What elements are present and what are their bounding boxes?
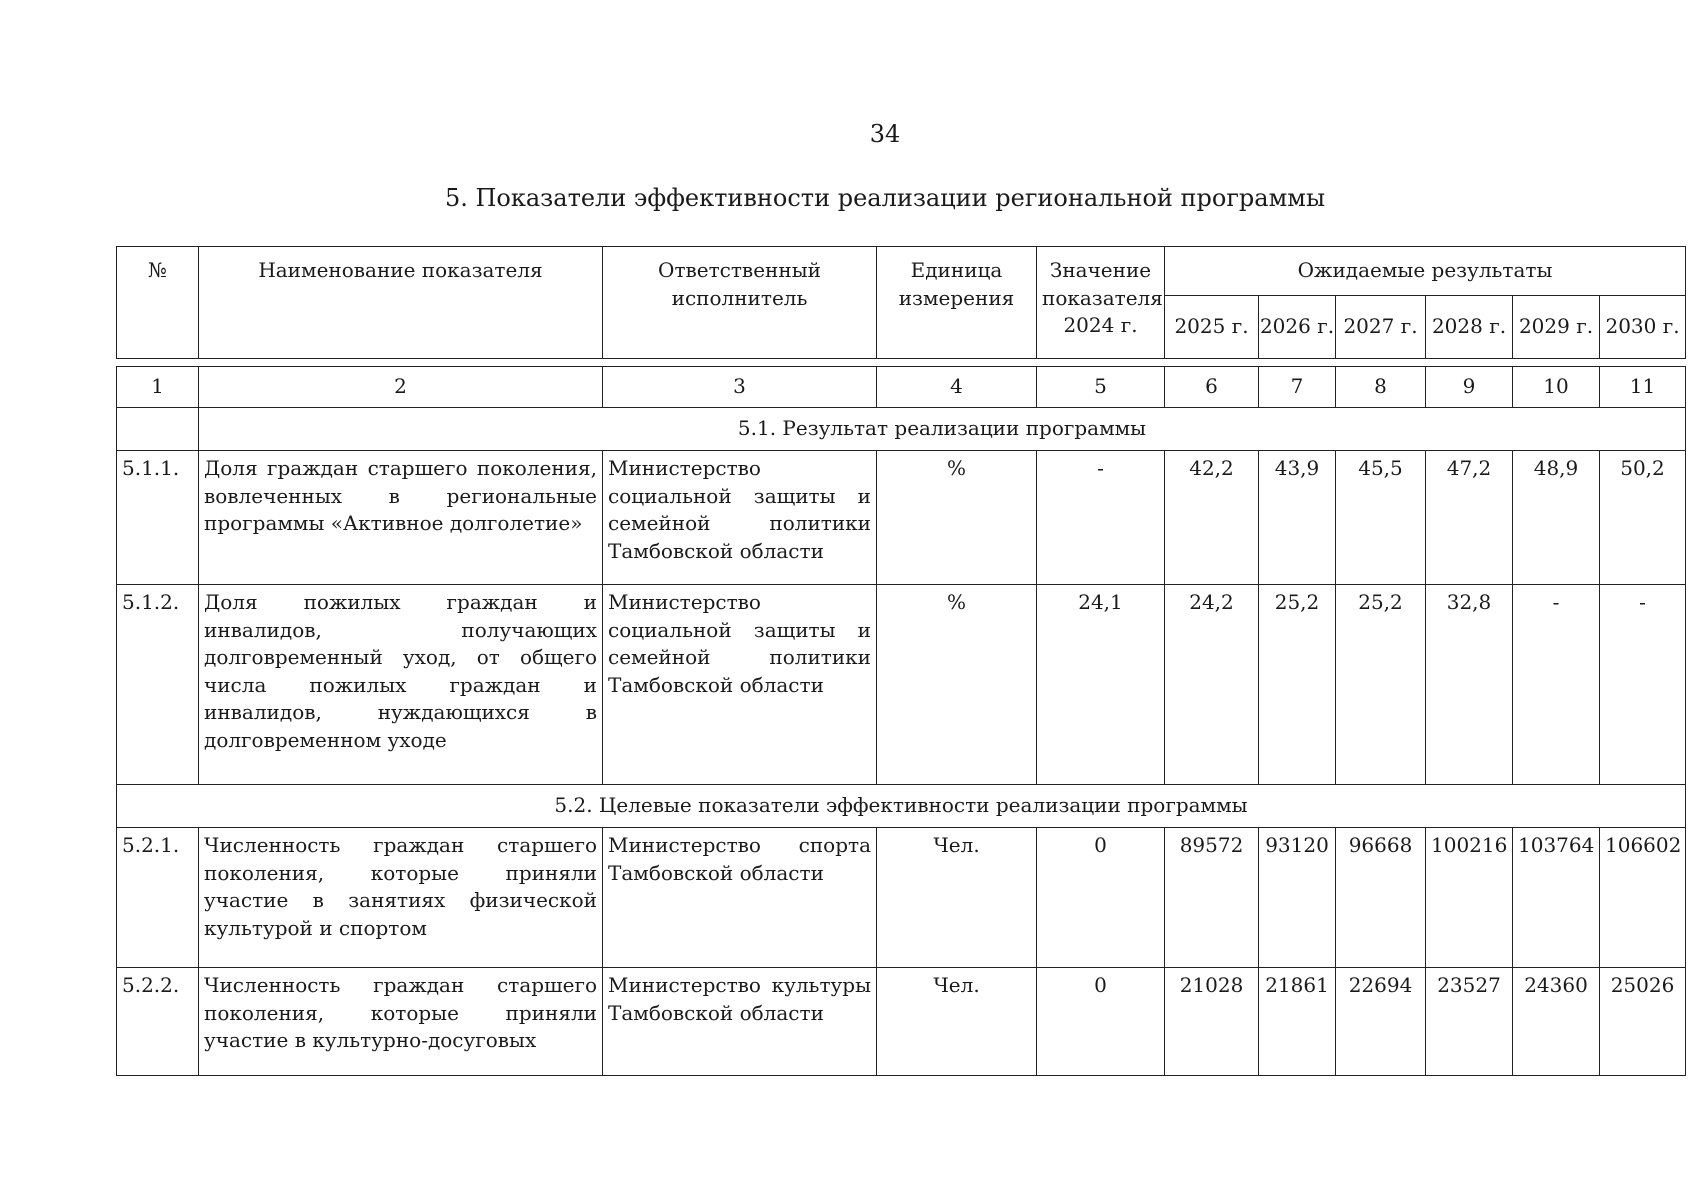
header-executor: Ответственный исполнитель	[603, 247, 877, 359]
row-value: 42,2	[1165, 451, 1259, 585]
row-value: 43,9	[1259, 451, 1336, 585]
table-row	[117, 451, 1686, 585]
row-value: 103764	[1513, 828, 1600, 968]
header-year: 2029 г.	[1513, 296, 1600, 359]
column-number: 11	[1600, 367, 1686, 408]
row-name: Численность граждан старшего поколения, которые приняли участие в культурно-досуговых	[199, 968, 603, 1076]
header-num: №	[117, 247, 199, 359]
row-value: -	[1600, 585, 1686, 785]
row-value: 48,9	[1513, 451, 1600, 585]
column-number: 8	[1336, 367, 1426, 408]
row-value: 25,2	[1336, 585, 1426, 785]
header-year: 2028 г.	[1426, 296, 1513, 359]
row-value: 96668	[1336, 828, 1426, 968]
group-title: 5.2. Целевые показатели эффективности реализации программы	[117, 785, 1686, 828]
row-value: 24360	[1513, 968, 1600, 1076]
row-executor: Министерство спорта Тамбовской области	[603, 828, 877, 968]
row-value: 22694	[1336, 968, 1426, 1076]
row-code: 5.1.2.	[117, 585, 199, 785]
row-unit: Чел.	[877, 828, 1037, 968]
indicators-table	[116, 366, 1686, 1076]
header-table	[116, 246, 1686, 359]
column-number: 1	[117, 367, 199, 408]
row-value: 32,8	[1426, 585, 1513, 785]
row-code: 5.2.2.	[117, 968, 199, 1076]
table-row	[117, 828, 1686, 968]
group-empty-cell	[117, 408, 199, 451]
header-year: 2026 г.	[1259, 296, 1336, 359]
column-number: 4	[877, 367, 1037, 408]
row-value: 100216	[1426, 828, 1513, 968]
row-value: 23527	[1426, 968, 1513, 1076]
row-value: 24,2	[1165, 585, 1259, 785]
row-value: 25026	[1600, 968, 1686, 1076]
table-row	[117, 968, 1686, 1076]
column-number: 2	[199, 367, 603, 408]
row-base: 0	[1037, 968, 1165, 1076]
row-value: 50,2	[1600, 451, 1686, 585]
row-unit: %	[877, 585, 1037, 785]
header-expected: Ожидаемые результаты	[1165, 247, 1686, 296]
row-name: Доля пожилых граждан и инвалидов, получающих долговременный уход, от общего числа пожилых граждан и инвалидов, нуждающихся в долговременном уходе	[199, 585, 603, 785]
row-base: 0	[1037, 828, 1165, 968]
column-number: 3	[603, 367, 877, 408]
row-executor: Министерство культуры Тамбовской области	[603, 968, 877, 1076]
row-value: 45,5	[1336, 451, 1426, 585]
column-number: 7	[1259, 367, 1336, 408]
header-name: Наименование показателя	[199, 247, 603, 359]
row-value: 106602	[1600, 828, 1686, 968]
row-executor: Министерство социальной защиты и семейной политики Тамбовской области	[603, 451, 877, 585]
header-year: 2030 г.	[1600, 296, 1686, 359]
row-name: Доля граждан старшего поколения, вовлеченных в региональные программы «Активное долголетие»	[199, 451, 603, 585]
page-number: 34	[869, 120, 901, 148]
group-title: 5.1. Результат реализации программы	[199, 408, 1686, 451]
column-number: 9	[1426, 367, 1513, 408]
column-number: 5	[1037, 367, 1165, 408]
row-value: 21028	[1165, 968, 1259, 1076]
group-header-row	[117, 408, 1686, 451]
row-value: 25,2	[1259, 585, 1336, 785]
row-value: 47,2	[1426, 451, 1513, 585]
header-year: 2025 г.	[1165, 296, 1259, 359]
column-number: 6	[1165, 367, 1259, 408]
row-unit: Чел.	[877, 968, 1037, 1076]
row-base: -	[1037, 451, 1165, 585]
row-unit: %	[877, 451, 1037, 585]
header-unit: Единица измерения	[877, 247, 1037, 359]
group-header-row	[117, 785, 1686, 828]
header-base-value: Значение показателя 2024 г.	[1037, 247, 1165, 359]
row-value: -	[1513, 585, 1600, 785]
row-code: 5.2.1.	[117, 828, 199, 968]
row-value: 93120	[1259, 828, 1336, 968]
row-name: Численность граждан старшего поколения, которые приняли участие в занятиях физической культурой и спортом	[199, 828, 603, 968]
row-value: 89572	[1165, 828, 1259, 968]
column-number: 10	[1513, 367, 1600, 408]
column-number-row	[117, 367, 1686, 408]
section-title: 5. Показатели эффективности реализации региональной программы	[444, 184, 1326, 212]
header-year: 2027 г.	[1336, 296, 1426, 359]
table-row	[117, 585, 1686, 785]
row-base: 24,1	[1037, 585, 1165, 785]
row-executor: Министерство социальной защиты и семейной политики Тамбовской области	[603, 585, 877, 785]
row-code: 5.1.1.	[117, 451, 199, 585]
row-value: 21861	[1259, 968, 1336, 1076]
